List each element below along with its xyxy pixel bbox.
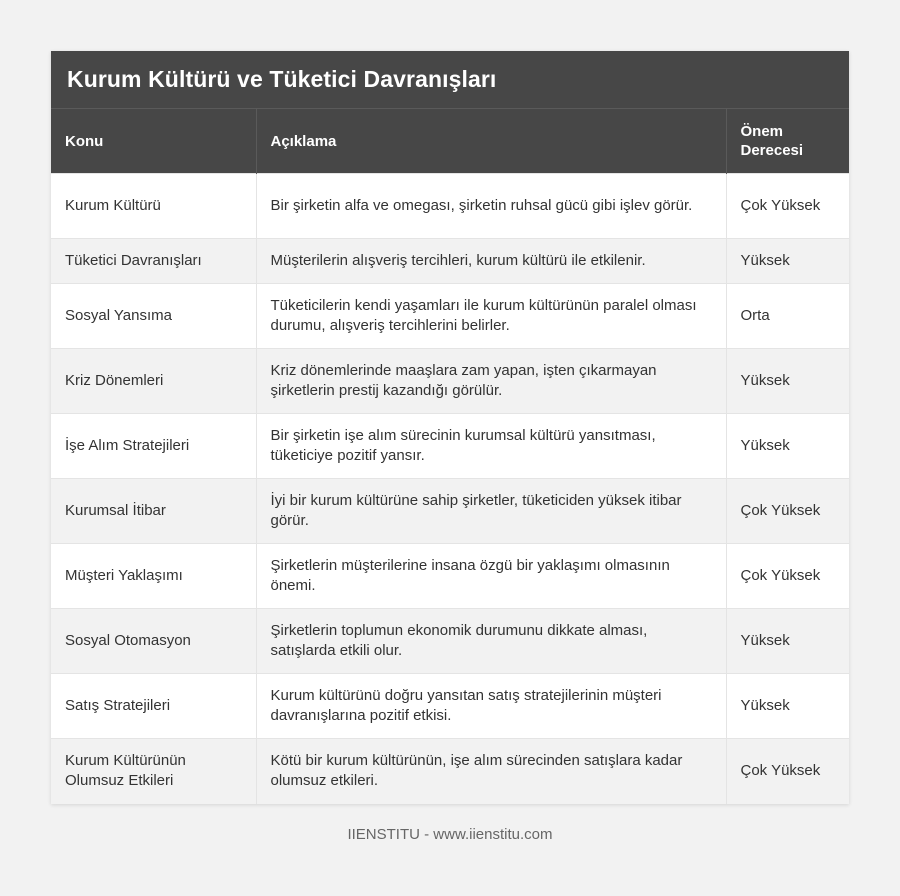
- cell-aciklama: Bir şirketin alfa ve omegası, şirketin ruhsal gücü gibi işlev görür.: [256, 174, 726, 239]
- table-row: [51, 739, 849, 804]
- table-header: [51, 109, 849, 174]
- table-row: [51, 609, 849, 674]
- table-row: [51, 414, 849, 479]
- cell-konu: Kurumsal İtibar: [51, 479, 256, 544]
- column-header-onem: Önem Derecesi: [726, 109, 849, 174]
- cell-onem: Yüksek: [726, 609, 849, 674]
- data-table: [51, 108, 849, 804]
- cell-onem: Yüksek: [726, 674, 849, 739]
- table-row: [51, 479, 849, 544]
- cell-onem: Çok Yüksek: [726, 479, 849, 544]
- cell-aciklama: Bir şirketin işe alım sürecinin kurumsal kültürü yansıtması, tüketiciye pozitif yansır.: [256, 414, 726, 479]
- table-row: [51, 349, 849, 414]
- cell-konu: İşe Alım Stratejileri: [51, 414, 256, 479]
- cell-aciklama: Şirketlerin toplumun ekonomik durumunu dikkate alması, satışlarda etkili olur.: [256, 609, 726, 674]
- cell-aciklama: Kriz dönemlerinde maaşlara zam yapan, işten çıkarmayan şirketlerin prestij kazandığı görülür.: [256, 349, 726, 414]
- column-header-aciklama: Açıklama: [256, 109, 726, 174]
- table-card: [51, 51, 849, 804]
- cell-konu: Kurum Kültürünün Olumsuz Etkileri: [51, 739, 256, 804]
- table-row: [51, 284, 849, 349]
- cell-konu: Sosyal Yansıma: [51, 284, 256, 349]
- cell-aciklama: Şirketlerin müşterilerine insana özgü bir yaklaşımı olmasının önemi.: [256, 544, 726, 609]
- table-row: [51, 544, 849, 609]
- cell-konu: Kriz Dönemleri: [51, 349, 256, 414]
- cell-konu: Sosyal Otomasyon: [51, 609, 256, 674]
- cell-aciklama: Tüketicilerin kendi yaşamları ile kurum kültürünün paralel olması durumu, alışveriş tercihlerini belirler.: [256, 284, 726, 349]
- table-title: Kurum Kültürü ve Tüketici Davranışları: [51, 51, 849, 108]
- table-row: [51, 239, 849, 284]
- cell-onem: Çok Yüksek: [726, 544, 849, 609]
- footer-credit: IIENSTITU - www.iienstitu.com: [347, 826, 553, 843]
- cell-aciklama: Müşterilerin alışveriş tercihleri, kurum kültürü ile etkilenir.: [256, 239, 726, 284]
- cell-aciklama: Kötü bir kurum kültürünün, işe alım sürecinden satışlara kadar olumsuz etkileri.: [256, 739, 726, 804]
- cell-konu: Kurum Kültürü: [51, 174, 256, 239]
- cell-onem: Yüksek: [726, 414, 849, 479]
- cell-onem: Çok Yüksek: [726, 739, 849, 804]
- cell-onem: Orta: [726, 284, 849, 349]
- cell-konu: Tüketici Davranışları: [51, 239, 256, 284]
- cell-konu: Satış Stratejileri: [51, 674, 256, 739]
- cell-onem: Çok Yüksek: [726, 174, 849, 239]
- cell-onem: Yüksek: [726, 349, 849, 414]
- cell-onem: Yüksek: [726, 239, 849, 284]
- table-row: [51, 674, 849, 739]
- cell-konu: Müşteri Yaklaşımı: [51, 544, 256, 609]
- table-body: [51, 174, 849, 804]
- table-row: [51, 174, 849, 239]
- column-header-konu: Konu: [51, 109, 256, 174]
- cell-aciklama: Kurum kültürünü doğru yansıtan satış stratejilerinin müşteri davranışlarına pozitif etkisi.: [256, 674, 726, 739]
- cell-aciklama: İyi bir kurum kültürüne sahip şirketler, tüketiciden yüksek itibar görür.: [256, 479, 726, 544]
- header-row: [51, 109, 849, 174]
